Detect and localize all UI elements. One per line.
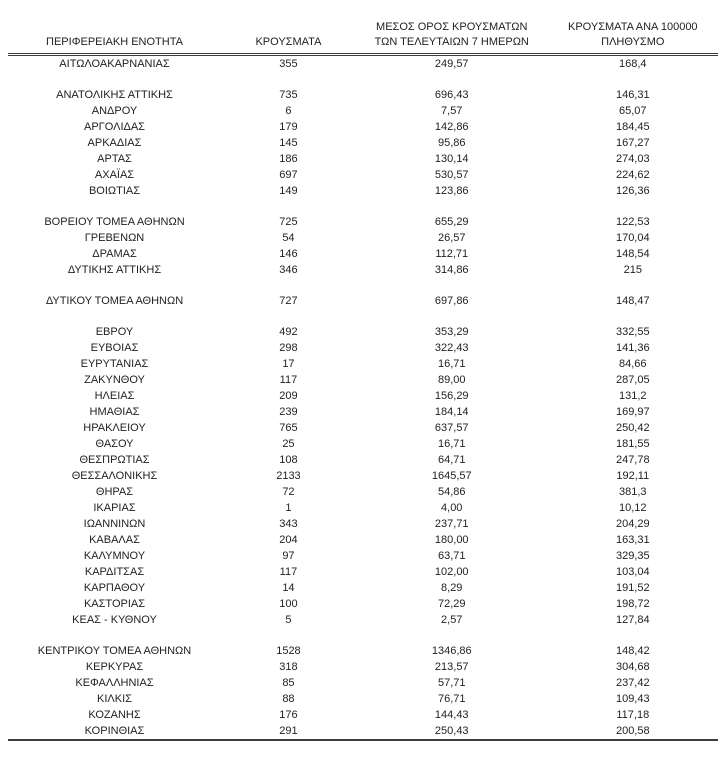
cases-cell: 17 <box>282 358 295 370</box>
avg7-cell: 95,86 <box>437 137 466 149</box>
region-cell: ΗΛΕΙΑΣ <box>94 390 135 402</box>
table-row <box>8 707 718 723</box>
avg7-cell: 1645,57 <box>431 470 472 482</box>
region-cell: ΚΕΝΤΡΙΚΟΥ ΤΟΜΕΑ ΑΘΗΝΩΝ <box>37 645 192 657</box>
cases-cell: 346 <box>279 264 298 276</box>
cases-cell: 54 <box>282 232 295 244</box>
per100k-cell: 274,03 <box>615 153 650 165</box>
avg7-cell: 8,29 <box>441 582 463 594</box>
cases-cell: 727 <box>279 295 298 307</box>
region-cell: ΒΟΡΕΙΟΥ ΤΟΜΕΑ ΑΘΗΝΩΝ <box>44 216 185 228</box>
region-cell: ΑΝΔΡΟΥ <box>91 105 138 117</box>
region-cell: ΓΡΕΒΕΝΩΝ <box>84 232 145 244</box>
cases-cell: 72 <box>282 486 295 498</box>
avg7-cell: 64,71 <box>437 454 466 466</box>
table-row <box>8 596 718 612</box>
avg7-cell: 353,29 <box>434 326 469 338</box>
region-cell: ΙΩΑΝΝΙΝΩΝ <box>83 518 146 530</box>
per100k-cell: 381,3 <box>619 486 647 498</box>
cases-cell: 735 <box>279 89 298 101</box>
cases-cell: 725 <box>279 216 298 228</box>
region-cell: ΑΧΑΪΑΣ <box>94 169 135 181</box>
col-header-per100k-label-line2: ΠΛΗΘΥΣΜΟ <box>601 36 665 48</box>
region-cell: ΘΕΣΣΑΛΟΝΙΚΗΣ <box>71 470 158 482</box>
table-body <box>8 55 718 741</box>
table-row <box>8 612 718 628</box>
per100k-cell: 200,58 <box>548 723 718 740</box>
avg7-cell: 72,29 <box>437 598 466 610</box>
table-row <box>8 723 718 740</box>
avg7-cell: 180,00 <box>434 534 469 546</box>
table-header <box>8 20 718 55</box>
avg7-cell: 102,00 <box>434 566 469 578</box>
per100k-cell: 127,84 <box>615 614 650 626</box>
table-row <box>8 356 718 372</box>
col-header-avg7 <box>356 20 548 55</box>
cases-cell: 5 <box>285 614 292 626</box>
region-cell: ΚΑΣΤΟΡΙΑΣ <box>83 598 146 610</box>
avg7-cell: 142,86 <box>434 121 469 133</box>
region-cell: ΖΑΚΥΝΘΟΥ <box>84 374 145 386</box>
cases-cell: 97 <box>282 550 295 562</box>
col-header-avg7-label-line2: ΤΩΝ ΤΕΛΕΥΤΑΙΩΝ 7 ΗΜΕΡΩΝ <box>374 36 529 48</box>
avg7-cell: 7,57 <box>441 105 463 117</box>
region-cell: ΘΕΣΠΡΩΤΙΑΣ <box>79 454 150 466</box>
cases-cell: 100 <box>279 598 298 610</box>
col-header-per100k-label-line1: ΚΡΟΥΣΜΑΤΑ ΑΝΑ 100000 <box>568 21 698 33</box>
col-header-cases <box>221 20 356 55</box>
per100k-cell: 215 <box>623 264 642 276</box>
cases-cell: 88 <box>282 693 295 705</box>
per100k-cell: 65,07 <box>619 105 647 117</box>
cases-cell: 1 <box>285 502 292 514</box>
per100k-cell: 304,68 <box>615 661 650 673</box>
cases-cell: 697 <box>279 169 298 181</box>
region-cell: ΚΕΡΚΥΡΑΣ <box>85 661 144 673</box>
per100k-cell: 148,47 <box>615 295 650 307</box>
region-cell: ΑΡΚΑΔΙΑΣ <box>87 137 142 149</box>
col-header-cases-label: ΚΡΟΥΣΜΑΤΑ <box>255 36 322 48</box>
region-cell: ΕΒΡΟΥ <box>95 326 134 338</box>
per100k-cell: 146,31 <box>615 89 650 101</box>
cases-cell: 145 <box>279 137 298 149</box>
region-cell: ΑΡΤΑΣ <box>97 153 132 165</box>
table-row <box>8 87 718 103</box>
table-row <box>8 262 718 278</box>
cases-cell: 765 <box>279 422 298 434</box>
avg7-cell: 4,00 <box>441 502 463 514</box>
avg7-cell: 530,57 <box>434 169 469 181</box>
per100k-cell: 122,53 <box>615 216 650 228</box>
region-cell: ΚΑΒΑΛΑΣ <box>89 534 140 546</box>
avg7-cell: 112,71 <box>435 248 469 260</box>
per100k-cell: 141,36 <box>615 342 650 354</box>
region-cell: ΔΥΤΙΚΗΣ ΑΤΤΙΚΗΣ <box>67 264 162 276</box>
per100k-cell: 131,2 <box>619 390 647 402</box>
table-row <box>8 183 718 199</box>
col-header-region-label: ΠΕΡΙΦΕΡΕΙΑΚΗ ΕΝΟΤΗΤΑ <box>46 36 183 48</box>
per100k-cell: 224,62 <box>615 169 650 181</box>
cases-cell: 108 <box>279 454 298 466</box>
region-cell: ΚΑΡΔΙΤΣΑΣ <box>84 566 145 578</box>
table-row <box>8 230 718 246</box>
table-row <box>8 468 718 484</box>
per100k-cell: 169,97 <box>615 406 650 418</box>
per100k-cell: 84,66 <box>619 358 647 370</box>
avg7-cell: 63,71 <box>437 550 466 562</box>
cases-cell: 291 <box>221 723 356 740</box>
per100k-cell: 126,36 <box>615 185 650 197</box>
avg7-cell: 54,86 <box>437 486 466 498</box>
per100k-cell: 168,4 <box>619 58 647 70</box>
cases-cell: 176 <box>279 709 298 721</box>
table-row <box>8 214 718 230</box>
spacer-cell <box>8 278 718 293</box>
col-header-avg7-label-line1: ΜΕΣΟΣ ΟΡΟΣ ΚΡΟΥΣΜΑΤΩΝ <box>376 21 528 33</box>
per100k-cell: 148,54 <box>615 248 650 260</box>
table-row <box>8 675 718 691</box>
avg7-cell: 322,43 <box>434 342 469 354</box>
table-row <box>8 119 718 135</box>
cases-cell: 318 <box>279 661 298 673</box>
avg7-cell: 184,14 <box>434 406 469 418</box>
header-row <box>8 20 718 55</box>
avg7-cell: 655,29 <box>434 216 469 228</box>
region-cell: ΗΡΑΚΛΕΙΟΥ <box>83 422 146 434</box>
region-cell: ΚΕΑΣ - ΚΥΘΝΟΥ <box>72 614 157 626</box>
spacer-row <box>8 278 718 293</box>
table-row <box>8 516 718 532</box>
cases-cell: 343 <box>279 518 298 530</box>
region-cell: ΕΥΡΥΤΑΝΙΑΣ <box>80 358 149 370</box>
per100k-cell: 167,27 <box>615 137 650 149</box>
cases-cell: 492 <box>279 326 298 338</box>
avg7-cell: 697,86 <box>434 295 469 307</box>
region-cell: ΑΡΓΟΛΙΔΑΣ <box>84 121 145 133</box>
per100k-cell: 170,04 <box>615 232 650 244</box>
per100k-cell: 287,05 <box>615 374 650 386</box>
avg7-cell: 89,00 <box>437 374 466 386</box>
per100k-cell: 103,04 <box>615 566 650 578</box>
region-cell: ΔΡΑΜΑΣ <box>92 248 137 260</box>
cases-cell: 2133 <box>276 470 301 482</box>
cases-cell: 1528 <box>276 645 301 657</box>
avg7-cell: 249,57 <box>434 58 469 70</box>
avg7-cell: 130,14 <box>434 153 469 165</box>
region-cell: ΑΙΤΩΛΟΑΚΑΡΝΑΝΙΑΣ <box>59 58 170 70</box>
table-row <box>8 691 718 707</box>
region-cell: ΚΑΛΥΜΝΟΥ <box>83 550 146 562</box>
cases-cell: 239 <box>279 406 298 418</box>
cases-cell: 117 <box>279 566 298 578</box>
table-row <box>8 420 718 436</box>
avg7-cell: 250,43 <box>356 723 548 740</box>
per100k-cell: 329,35 <box>615 550 650 562</box>
cases-cell: 14 <box>282 582 295 594</box>
table-row <box>8 580 718 596</box>
per100k-cell: 192,11 <box>616 470 650 482</box>
region-cell: ΚΙΛΚΙΣ <box>97 693 132 705</box>
col-header-region <box>8 20 221 55</box>
per100k-cell: 332,55 <box>615 326 650 338</box>
per100k-cell: 181,55 <box>615 438 650 450</box>
avg7-cell: 16,71 <box>437 438 466 450</box>
region-cell: ΚΕΦΑΛΛΗΝΙΑΣ <box>75 677 154 689</box>
table-row <box>8 548 718 564</box>
cases-cell: 355 <box>279 58 298 70</box>
per100k-cell: 10,12 <box>619 502 647 514</box>
per100k-cell: 204,29 <box>615 518 650 530</box>
table-row <box>8 452 718 468</box>
region-cell: ΚΟΡΙΝΘΙΑΣ <box>8 723 221 740</box>
region-cell: ΔΥΤΙΚΟΥ ΤΟΜΕΑ ΑΘΗΝΩΝ <box>45 295 184 307</box>
spacer-cell <box>8 72 718 87</box>
region-cell: ΒΟΙΩΤΙΑΣ <box>88 185 141 197</box>
table-row <box>8 167 718 183</box>
avg7-cell: 123,86 <box>434 185 469 197</box>
avg7-cell: 237,71 <box>434 518 469 530</box>
avg7-cell: 76,71 <box>437 693 466 705</box>
region-cell: ΙΚΑΡΙΑΣ <box>93 502 136 514</box>
table-row <box>8 643 718 659</box>
spacer-row <box>8 199 718 214</box>
cases-cell: 25 <box>282 438 295 450</box>
region-cell: ΘΗΡΑΣ <box>95 486 134 498</box>
per100k-cell: 250,42 <box>615 422 650 434</box>
table-row <box>8 340 718 356</box>
avg7-cell: 144,43 <box>434 709 469 721</box>
spacer-cell <box>8 628 718 643</box>
cases-cell: 85 <box>282 677 295 689</box>
table-row <box>8 246 718 262</box>
region-cell: ΕΥΒΟΙΑΣ <box>90 342 139 354</box>
per100k-cell: 191,52 <box>615 582 650 594</box>
table-row <box>8 135 718 151</box>
avg7-cell: 26,57 <box>437 232 466 244</box>
per100k-cell: 237,42 <box>615 677 650 689</box>
table-row <box>8 293 718 309</box>
table-row <box>8 55 718 73</box>
spacer-cell <box>8 199 718 214</box>
per100k-cell: 148,42 <box>615 645 650 657</box>
cases-cell: 186 <box>279 153 298 165</box>
spacer-cell <box>8 309 718 324</box>
region-cell: ΚΟΖΑΝΗΣ <box>88 709 141 721</box>
table-row <box>8 564 718 580</box>
avg7-cell: 2,57 <box>441 614 463 626</box>
table-row <box>8 404 718 420</box>
per100k-cell: 198,72 <box>615 598 650 610</box>
cases-cell: 6 <box>285 105 292 117</box>
table-row <box>8 532 718 548</box>
regional-cases-table <box>8 20 718 741</box>
table-row <box>8 500 718 516</box>
table-row <box>8 484 718 500</box>
per100k-cell: 247,78 <box>615 454 650 466</box>
avg7-cell: 16,71 <box>437 358 466 370</box>
avg7-cell: 314,86 <box>434 264 469 276</box>
region-cell: ΑΝΑΤΟΛΙΚΗΣ ΑΤΤΙΚΗΣ <box>56 89 173 101</box>
avg7-cell: 213,57 <box>434 661 469 673</box>
table-row <box>8 388 718 404</box>
avg7-cell: 637,57 <box>434 422 469 434</box>
per100k-cell: 109,43 <box>615 693 650 705</box>
avg7-cell: 1346,86 <box>431 645 472 657</box>
cases-cell: 179 <box>279 121 298 133</box>
cases-cell: 209 <box>279 390 298 402</box>
col-header-per100k <box>548 20 718 55</box>
table-row <box>8 324 718 340</box>
spacer-row <box>8 628 718 643</box>
avg7-cell: 57,71 <box>437 677 466 689</box>
table-row <box>8 103 718 119</box>
region-cell: ΗΜΑΘΙΑΣ <box>89 406 140 418</box>
cases-cell: 204 <box>279 534 298 546</box>
avg7-cell: 156,29 <box>434 390 469 402</box>
region-cell: ΚΑΡΠΑΘΟΥ <box>83 582 146 594</box>
cases-cell: 117 <box>279 374 298 386</box>
avg7-cell: 696,43 <box>434 89 469 101</box>
per100k-cell: 184,45 <box>615 121 650 133</box>
cases-cell: 146 <box>279 248 298 260</box>
region-cell: ΘΑΣΟΥ <box>95 438 134 450</box>
table-row <box>8 372 718 388</box>
per100k-cell: 117,18 <box>616 709 650 721</box>
table-row <box>8 151 718 167</box>
table-row <box>8 436 718 452</box>
spacer-row <box>8 72 718 87</box>
per100k-cell: 163,31 <box>615 534 650 546</box>
table-row <box>8 659 718 675</box>
cases-cell: 298 <box>279 342 298 354</box>
spacer-row <box>8 309 718 324</box>
cases-cell: 149 <box>279 185 298 197</box>
